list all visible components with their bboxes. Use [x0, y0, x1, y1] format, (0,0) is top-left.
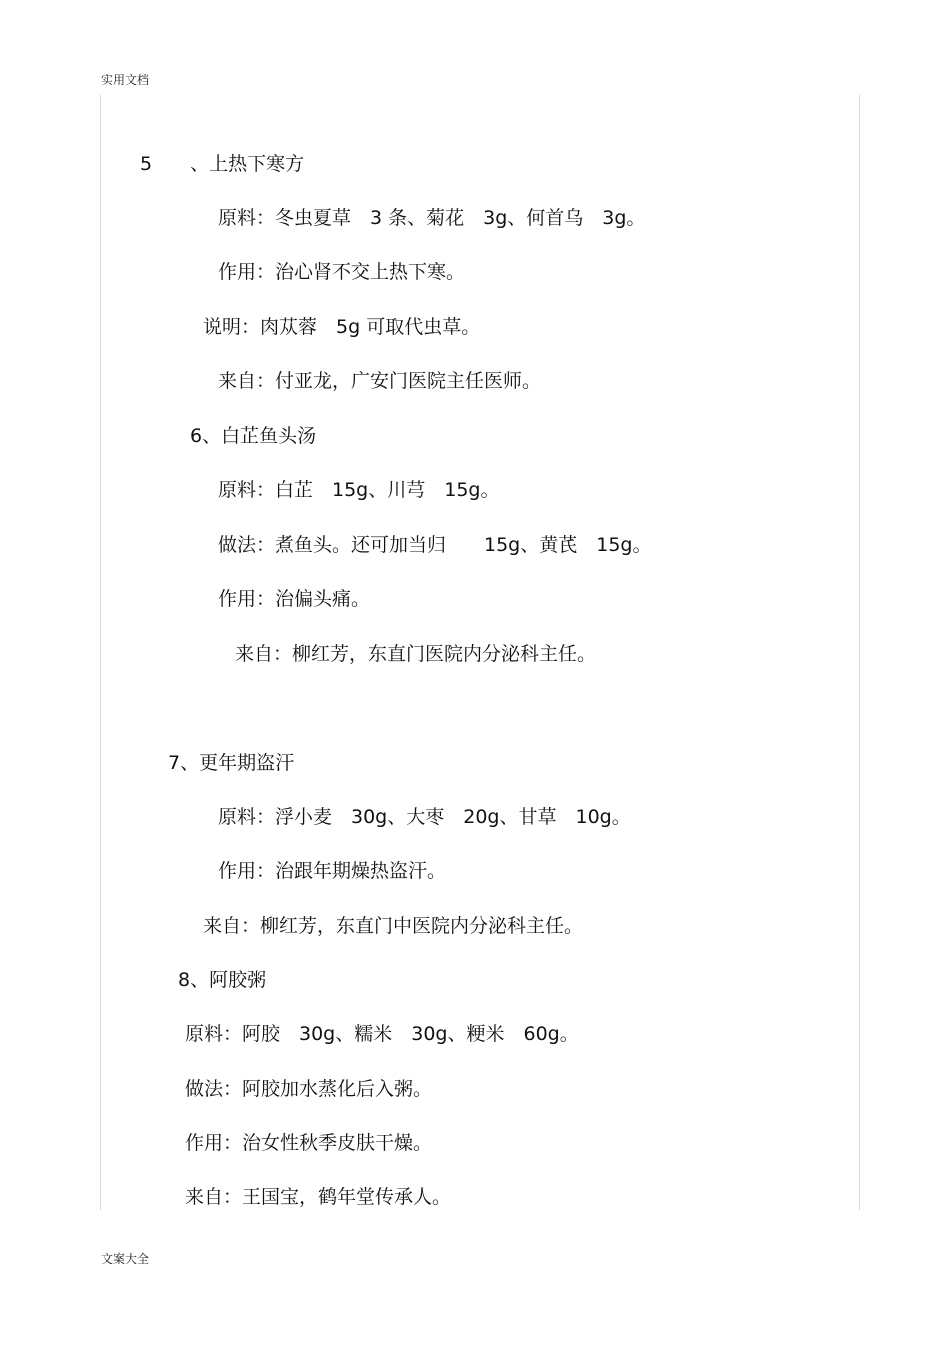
- ingredients-line: 原料：阿胶 30g、糯米 30g、粳米 60g。: [185, 1023, 579, 1045]
- source-line: 来自：柳红芳，东直门医院内分泌科主任。: [235, 643, 597, 665]
- ingredients-line: 原料：冬虫夏草 3 条、菊花 3g、何首乌 3g。: [218, 207, 646, 229]
- section-title: 8、阿胶粥: [178, 969, 267, 991]
- page-header: 实用文档: [101, 73, 150, 87]
- page-border-left: [100, 95, 101, 1210]
- section-title: 7、更年期盗汗: [168, 752, 295, 774]
- effect-line: 作用：治跟年期燥热盗汗。: [218, 860, 447, 882]
- effect-line: 作用：治女性秋季皮肤干燥。: [185, 1132, 433, 1154]
- note-line: 说明：肉苁蓉 5g 可取代虫草。: [203, 316, 481, 338]
- effect-line: 作用：治心肾不交上热下寒。: [218, 261, 466, 283]
- ingredients-line: 原料：白芷 15g、川芎 15g。: [218, 479, 500, 501]
- method-line: 做法：煮鱼头。还可加当归 15g、黄芪 15g。: [218, 534, 652, 556]
- section-title: 6、白芷鱼头汤: [190, 425, 317, 447]
- section-title: 5 、上热下寒方: [140, 153, 305, 175]
- method-line: 做法：阿胶加水蒸化后入粥。: [185, 1078, 433, 1100]
- page-footer: 文案大全: [101, 1252, 150, 1266]
- ingredients-line: 原料：浮小麦 30g、大枣 20g、甘草 10g。: [218, 806, 631, 828]
- source-line: 来自：王国宝，鹤年堂传承人。: [185, 1186, 452, 1208]
- page-border-right: [859, 95, 860, 1210]
- source-line: 来自：付亚龙，广安门医院主任医师。: [218, 370, 542, 392]
- effect-line: 作用：治偏头痛。: [218, 588, 371, 610]
- source-line: 来自：柳红芳，东直门中医院内分泌科主任。: [203, 915, 584, 937]
